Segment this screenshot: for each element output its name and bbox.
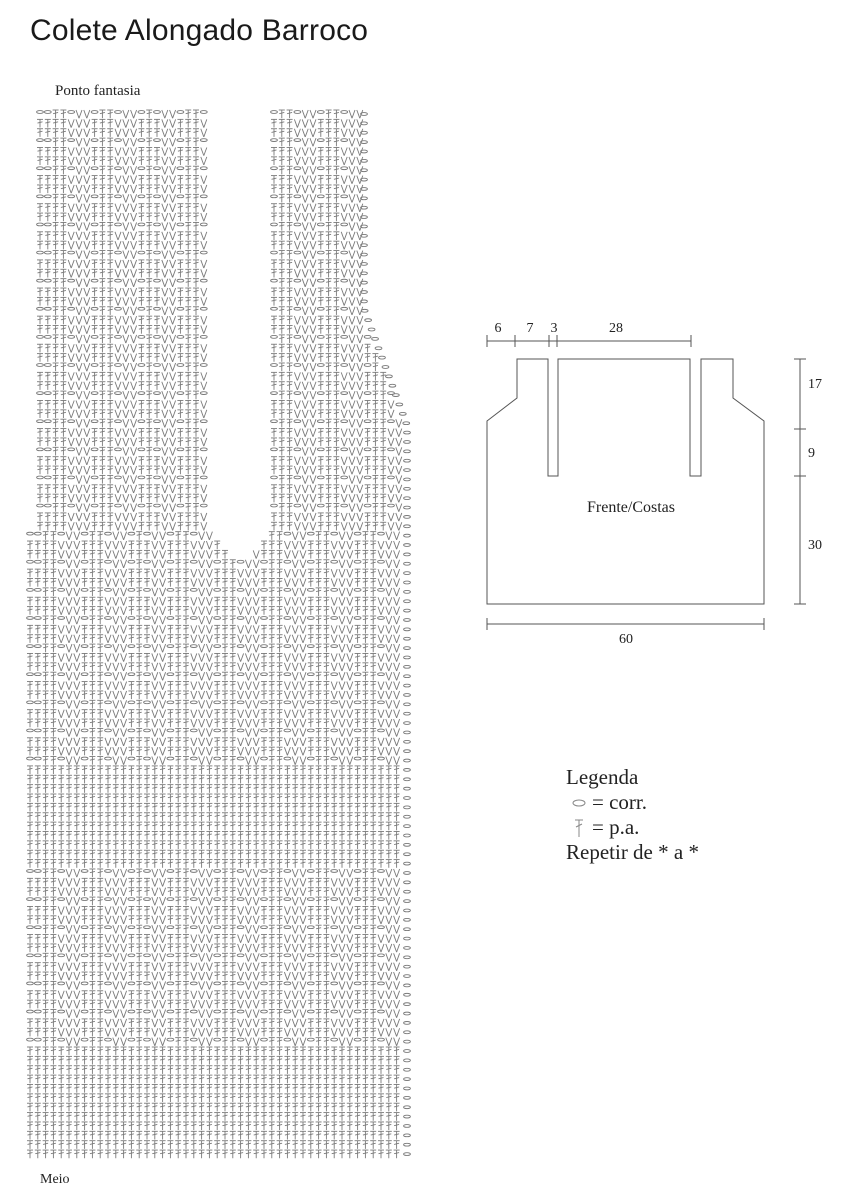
legend-item-text: = corr. (592, 790, 647, 814)
dim-label-3: 3 (550, 321, 558, 336)
double-crochet-icon (566, 817, 592, 839)
dim-label-60: 60 (619, 632, 633, 647)
legend (566, 765, 699, 865)
legend-item-double-crochet (566, 815, 699, 840)
panel-label: Frente/Costas (587, 499, 675, 516)
legend-item-text: = p.a. (592, 815, 640, 839)
panel-outline (487, 359, 764, 604)
dim-label-7: 7 (526, 321, 534, 336)
dim-label-28: 28 (609, 321, 623, 336)
dim-label-6: 6 (494, 321, 502, 336)
stitch-chart-top-label: Ponto fantasia (55, 83, 141, 99)
dim-label-30: 30 (808, 538, 822, 553)
legend-item-chain (566, 790, 699, 815)
page-title: Colete Alongado Barroco (30, 14, 369, 47)
legend-note: Repetir de * a * (566, 840, 699, 864)
chain-stitch-icon (566, 798, 592, 808)
dim-label-17: 17 (808, 377, 822, 392)
dim-label-9: 9 (808, 446, 815, 461)
legend-heading: Legenda (566, 765, 639, 789)
stitch-chart-bottom-label: Meio (40, 1172, 70, 1187)
